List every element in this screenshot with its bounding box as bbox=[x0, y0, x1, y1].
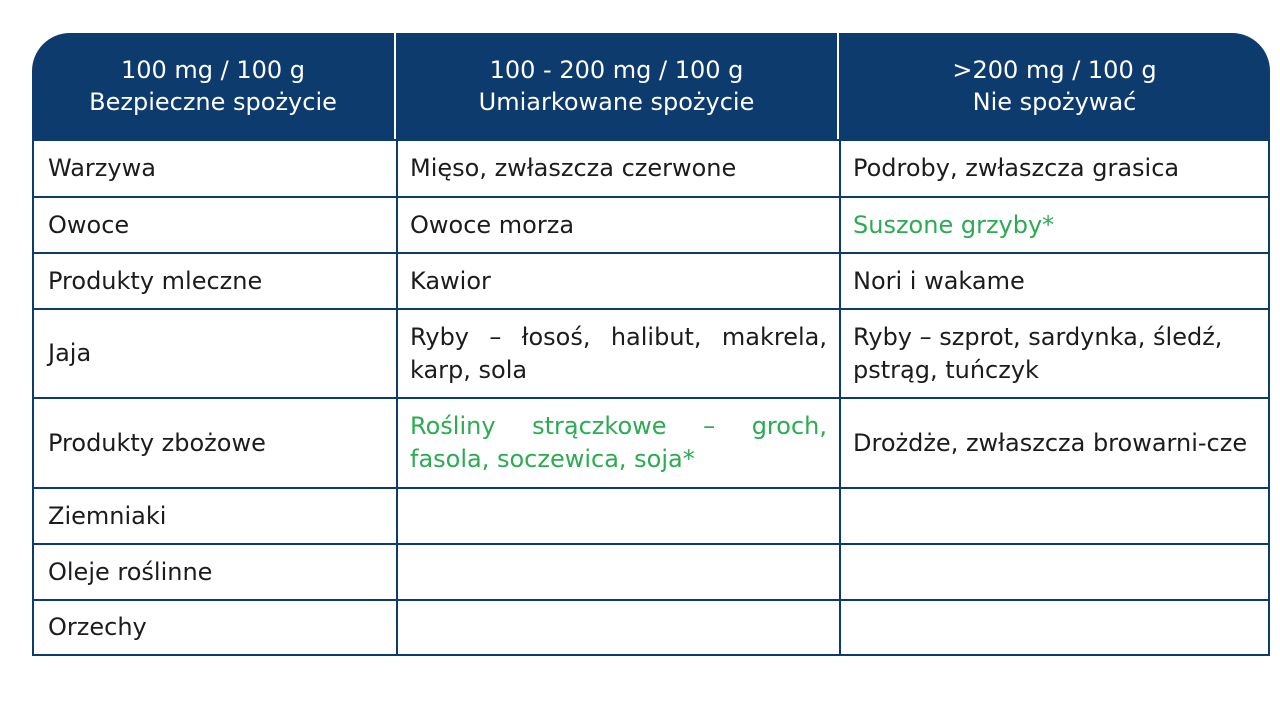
cell-moderate: Kawior bbox=[410, 266, 491, 295]
header-range: 100 - 200 mg / 100 g bbox=[489, 56, 744, 84]
cell-avoid: Drożdże, zwłaszcza browarni-cze bbox=[853, 428, 1248, 457]
header-cell-avoid bbox=[839, 33, 1270, 139]
cell-safe: Orzechy bbox=[48, 613, 147, 641]
cell-moderate: Mięso, zwłaszcza czerwone bbox=[410, 154, 737, 182]
cell-avoid: Suszone grzyby* bbox=[853, 210, 1055, 239]
header-range: >200 mg / 100 g bbox=[952, 56, 1157, 84]
cell-moderate bbox=[396, 601, 839, 654]
table-row bbox=[34, 487, 1268, 543]
cell-avoid: Ryby – szprot, sardynka, śledź, pstrąg, tuńczyk bbox=[853, 322, 1223, 384]
table-row bbox=[34, 252, 1268, 308]
header-range: 100 mg / 100 g bbox=[120, 56, 306, 84]
header-label: Nie spożywać bbox=[972, 88, 1137, 116]
cell-avoid: Podroby, zwłaszcza grasica bbox=[853, 154, 1180, 182]
cell-safe: Produkty zbożowe bbox=[48, 428, 266, 457]
table-body bbox=[32, 139, 1270, 656]
table-row bbox=[34, 308, 1268, 397]
header-label: Bezpieczne spożycie bbox=[89, 88, 337, 116]
cell-moderate: Owoce morza bbox=[410, 210, 575, 239]
cell-safe: Oleje roślinne bbox=[48, 557, 213, 586]
purine-table bbox=[32, 33, 1270, 656]
cell-safe: Ziemniaki bbox=[48, 501, 167, 530]
header-cell-moderate bbox=[396, 33, 837, 139]
cell-moderate: Rośliny strączkowe – groch, fasola, soczewica, soja* bbox=[410, 412, 827, 473]
cell-avoid bbox=[839, 601, 1268, 654]
cell-safe: Produkty mleczne bbox=[48, 266, 263, 295]
cell-safe: Jaja bbox=[48, 339, 92, 367]
table-row bbox=[34, 196, 1268, 252]
header-label: Umiarkowane spożycie bbox=[478, 88, 755, 116]
cell-safe: Owoce bbox=[48, 210, 130, 239]
cell-avoid bbox=[839, 489, 1268, 543]
cell-avoid bbox=[839, 545, 1268, 599]
table-header bbox=[32, 33, 1270, 139]
table-row bbox=[34, 543, 1268, 599]
table-row bbox=[34, 397, 1268, 487]
cell-moderate: Ryby – łosoś, halibut, makrela, karp, sola bbox=[410, 322, 827, 384]
cell-safe: Warzywa bbox=[48, 154, 156, 182]
table-row bbox=[34, 599, 1268, 654]
cell-avoid: Nori i wakame bbox=[853, 266, 1025, 295]
cell-moderate bbox=[396, 489, 839, 543]
header-cell-safe bbox=[32, 33, 394, 139]
table-row bbox=[34, 139, 1268, 196]
cell-moderate bbox=[396, 545, 839, 599]
